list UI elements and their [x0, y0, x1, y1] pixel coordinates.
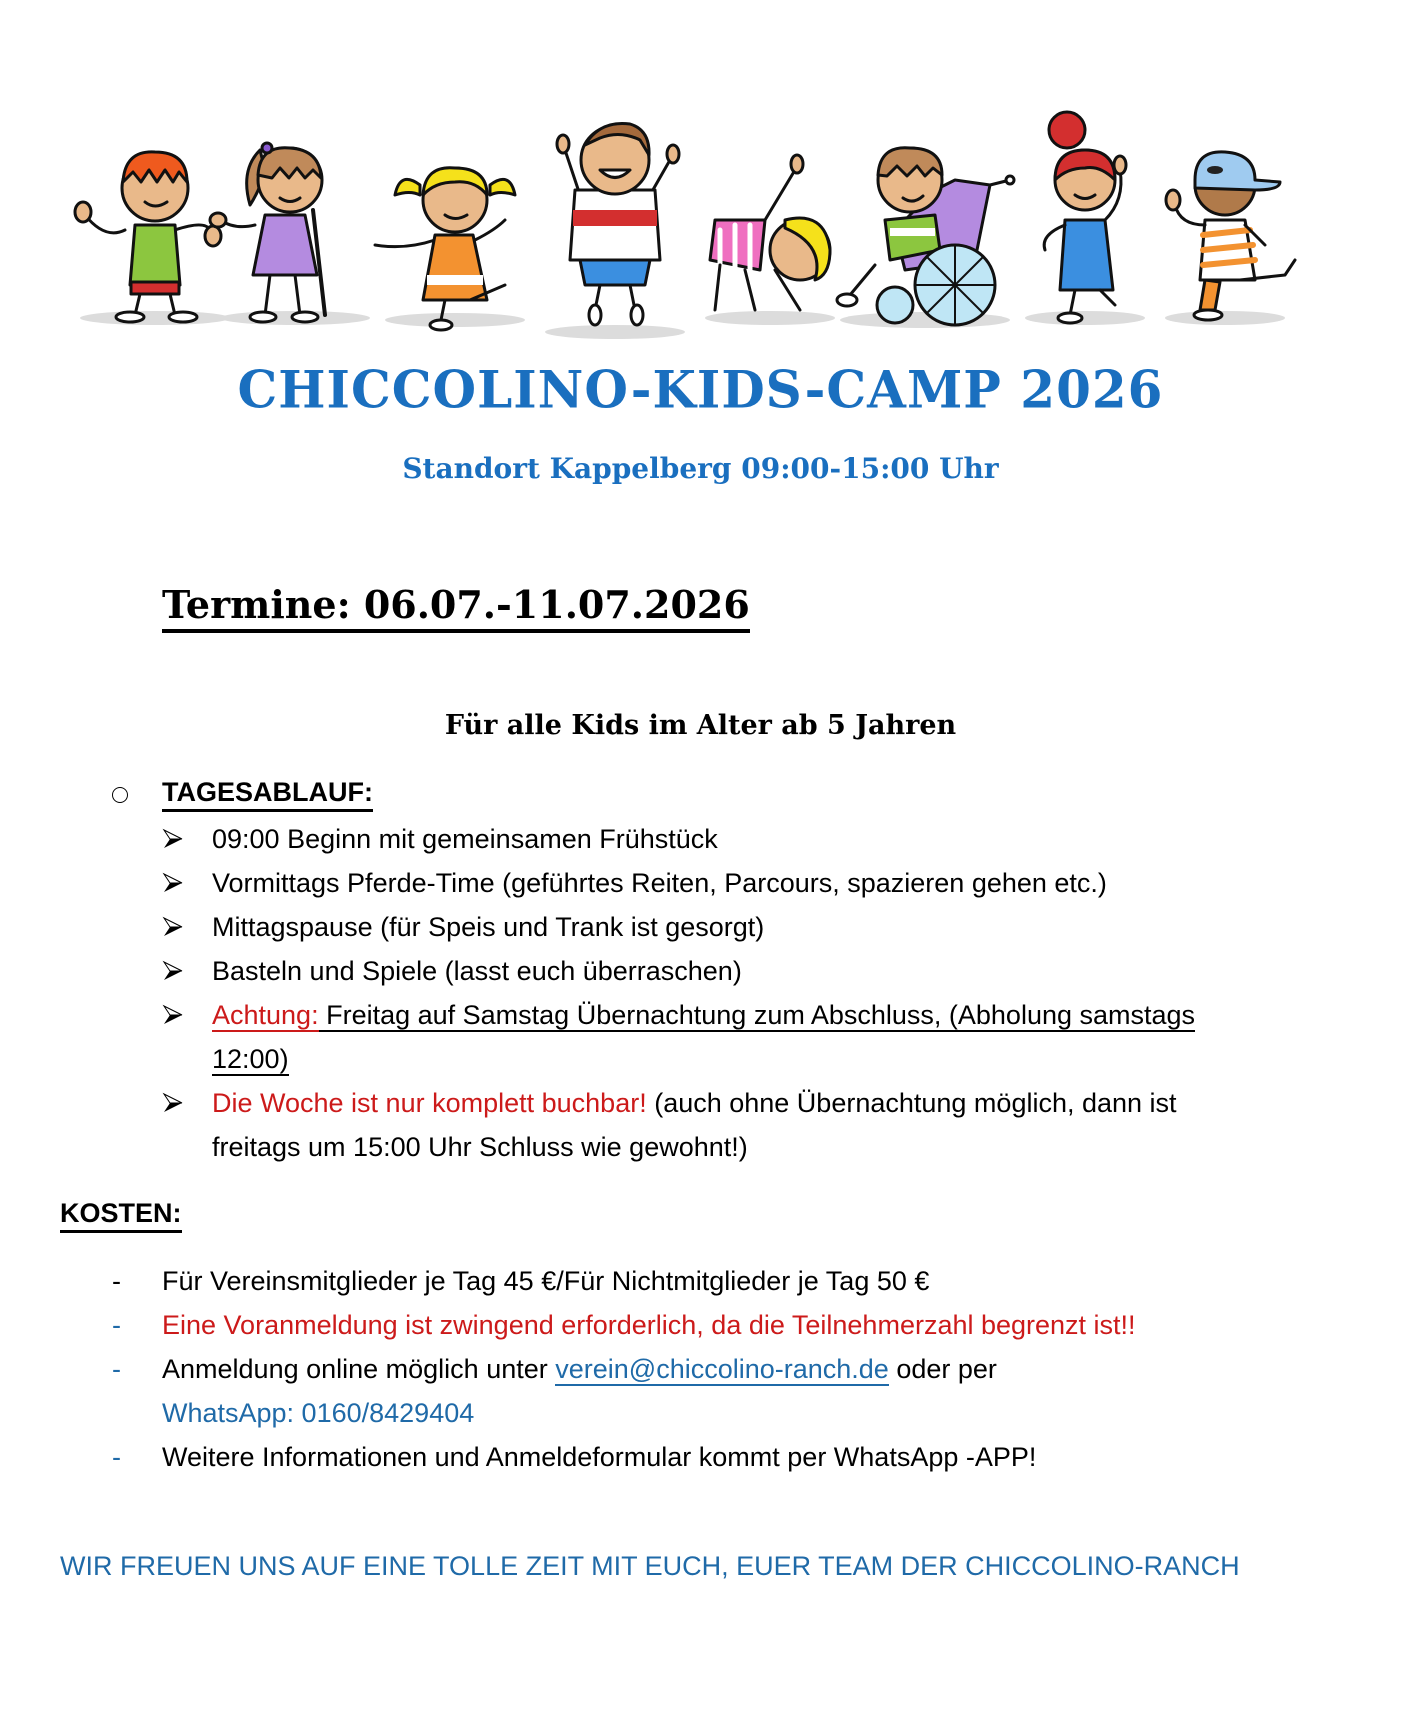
dash-bullet-icon: -: [112, 1266, 121, 1296]
booking-notice: Die Woche ist nur komplett buchbar!: [212, 1088, 647, 1118]
cost-item-registration: [162, 1347, 1342, 1435]
warning-text-cont: 12:00): [212, 1044, 289, 1074]
schedule-item: Basteln und Spiele (lasst euch überraschen): [212, 956, 742, 986]
kids-illustration: [55, 110, 1345, 340]
registration-suffix: oder per: [888, 1354, 997, 1384]
schedule-item-booking: [212, 1081, 1342, 1169]
booking-text-cont: freitags um 15:00 Uhr Schluss wie gewohnt!): [212, 1132, 748, 1162]
arrow-bullet-icon: [162, 828, 184, 850]
kid-ponytail-girl: [210, 143, 325, 322]
whatsapp-number: WhatsApp: 0160/8429404: [162, 1398, 475, 1428]
kid-red-bun-girl: [1044, 112, 1126, 323]
arrow-bullet-icon: [162, 916, 184, 938]
cost-item: Weitere Informationen und Anmeldeformular kommt per WhatsApp -APP!: [162, 1442, 1037, 1472]
schedule-item-warning: [212, 993, 1342, 1081]
kid-jumping-boy: [557, 123, 679, 325]
page-title: CHICCOLINO-KIDS-CAMP 2026: [237, 359, 1164, 420]
arrow-bullet-icon: [162, 1004, 184, 1026]
dash-bullet-icon: -: [112, 1310, 121, 1340]
cost-item-warning: Eine Voranmeldung ist zwingend erforderlich, da die Teilnehmerzahl begrenzt ist!!: [162, 1310, 1136, 1340]
kid-bending-girl: [710, 155, 830, 310]
arrow-bullet-icon: [162, 960, 184, 982]
kid-cap-boy: [1166, 152, 1295, 320]
schedule-item: Vormittags Pferde-Time (geführtes Reiten, Parcours, spazieren gehen etc.): [212, 868, 1107, 898]
kid-red-hair-boy: [75, 152, 221, 322]
booking-text: (auch ohne Übernachtung möglich, dann ist: [646, 1088, 1177, 1118]
warning-text: Freitag auf Samstag Übernachtung zum Abschluss, (Abholung samstags: [318, 1000, 1196, 1030]
circle-bullet-icon: [112, 787, 128, 803]
arrow-bullet-icon: [162, 872, 184, 894]
dates-heading: Termine: 06.07.-11.07.2026: [162, 583, 750, 633]
location-subtitle: Standort Kappelberg 09:00-15:00 Uhr: [402, 452, 999, 485]
dash-bullet-icon: -: [112, 1354, 121, 1384]
schedule-item: 09:00 Beginn mit gemeinsamen Frühstück: [212, 824, 718, 854]
schedule-heading: TAGESABLAUF:: [162, 775, 373, 812]
email-link[interactable]: verein@chiccolino-ranch.de: [555, 1354, 889, 1384]
dash-bullet-icon: -: [112, 1442, 121, 1472]
kid-blonde-pigtails: [375, 168, 515, 330]
audience-text: Für alle Kids im Alter ab 5 Jahren: [444, 710, 957, 741]
closing-message: WIR FREUEN UNS AUF EINE TOLLE ZEIT MIT EUCH, EUER TEAM DER CHICCOLINO-RANCH: [60, 1551, 1240, 1581]
arrow-bullet-icon: [162, 1092, 184, 1114]
cost-item: Für Vereinsmitglieder je Tag 45 €/Für Nichtmitglieder je Tag 50 €: [162, 1266, 930, 1296]
costs-heading: KOSTEN:: [60, 1196, 182, 1233]
schedule-item: Mittagspause (für Speis und Trank ist gesorgt): [212, 912, 765, 942]
registration-text: Anmeldung online möglich unter: [162, 1354, 556, 1384]
kid-wheelchair-boy: [837, 148, 1014, 325]
warning-label: Achtung:: [212, 1000, 319, 1030]
